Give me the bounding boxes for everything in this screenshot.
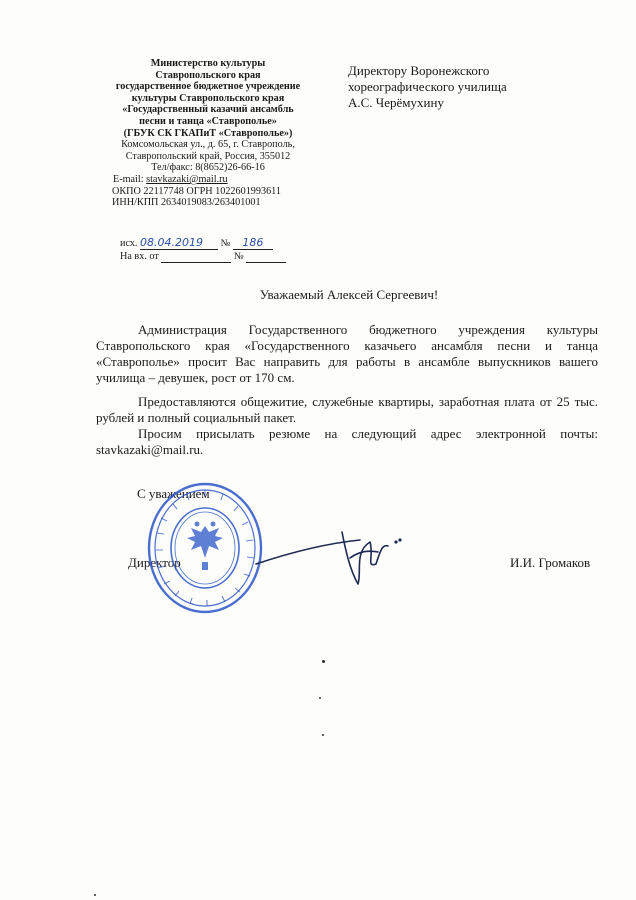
scan-speck: [322, 660, 325, 663]
phone: Тел/факс: 8(8652)26-66-16: [151, 162, 265, 174]
addressee: [348, 63, 608, 111]
director-signature: [250, 522, 410, 592]
outgoing-ref: [120, 236, 300, 263]
signer-name: И.И. Громаков: [510, 555, 591, 570]
signer-title: Директор: [128, 555, 181, 570]
scan-speck: [94, 894, 96, 896]
in-num-label: №: [233, 251, 244, 262]
body-paragraph: Администрация Государственного бюджетного учреждения культуры Ставропольского края «Государственного казачьего ансамбля песни и танца «Ставрополье» просит Вас направить для работы в ансамбле выпускников вашего училища – девушек, рост от 170 см.: [96, 322, 598, 385]
letterhead: [108, 58, 308, 209]
incoming-row: [120, 250, 300, 263]
in-number-blank: [246, 252, 286, 263]
addressee-line: хореографического училища: [348, 79, 507, 94]
body-paragraph: Просим присылать резюме на следующий адрес электронной почты: stavkazaki@mail.ru.: [96, 426, 598, 457]
institution-line: государственное бюджетное учреждение: [115, 81, 301, 93]
email-label: E-mail:: [113, 173, 144, 185]
outgoing-row: [120, 236, 300, 250]
num-label: №: [220, 238, 231, 249]
address-line: Ставропольский край, Россия, 355012: [125, 150, 291, 162]
region: Ставропольского края: [155, 69, 261, 81]
institution-abbr: (ГБУК СК ГКАПиТ «Ставрополье»): [123, 127, 293, 139]
institution-line: культуры Ставропольского края: [131, 92, 285, 104]
address-line: Комсомольская ул., д. 65, г. Ставрополь,: [121, 139, 295, 151]
okpo: ОКПО 22117748 ОГРН 1022601993611: [112, 185, 281, 197]
letter-body: [96, 322, 598, 458]
scan-speck: [322, 734, 324, 736]
in-date-blank: [161, 252, 231, 263]
greeting: Уважаемый Алексей Сергеевич!: [259, 287, 439, 302]
official-stamp: [145, 478, 265, 618]
out-number: 186: [233, 236, 273, 250]
inn: ИНН/КПП 2634019083/263401001: [112, 197, 261, 209]
institution-line: «Государственный казачий ансамбль: [122, 104, 294, 116]
body-paragraph: Предоставляются общежитие, служебные квартиры, заработная плата от 25 тыс. рублей и полный социальный пакет.: [96, 394, 598, 425]
out-label: исх.: [120, 238, 138, 249]
institution-line: песни и танца «Ставрополье»: [139, 115, 277, 127]
scan-speck: [319, 697, 321, 699]
addressee-line: А.С. Черёмухину: [348, 95, 444, 110]
email-line: [108, 174, 308, 186]
ministry: Министерство культуры: [150, 58, 266, 69]
in-label: На вх. от: [120, 251, 159, 262]
closing: С уважением: [137, 486, 210, 501]
out-date: 08.04.2019: [140, 236, 218, 250]
email-link[interactable]: stavkazaki@mail.ru: [146, 173, 228, 185]
addressee-line: Директору Воронежского: [348, 63, 490, 78]
